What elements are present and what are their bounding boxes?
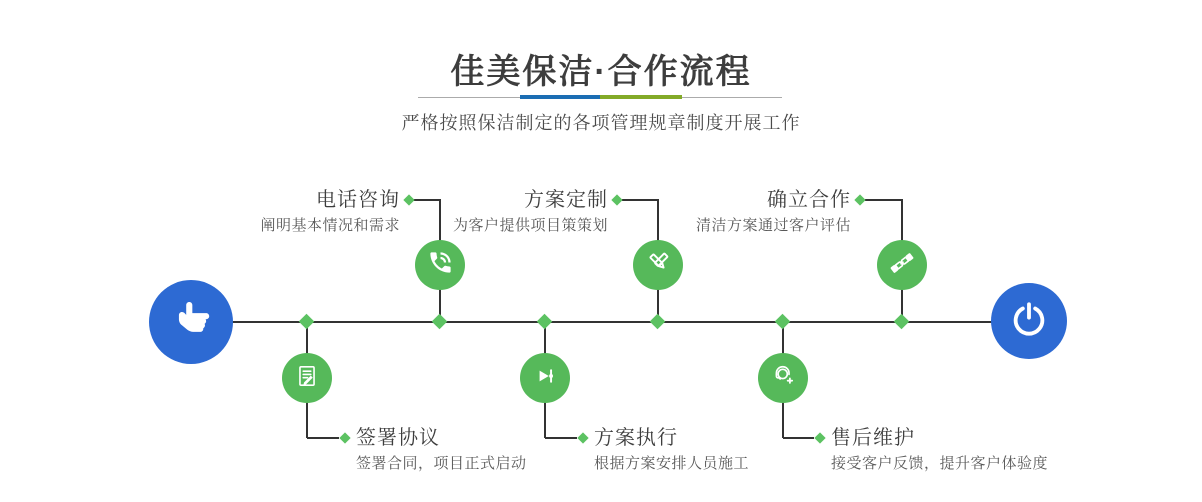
end-terminal — [991, 283, 1067, 359]
step-circle-5 — [520, 353, 570, 403]
timeline-node-diamond — [537, 314, 553, 330]
contract-icon — [294, 363, 320, 394]
step-label-5 — [594, 428, 854, 471]
pointing-hand-icon — [168, 297, 214, 348]
page-title: 佳美保洁·合作流程 — [450, 53, 752, 91]
step-description: 阐明基本情况和需求 — [260, 217, 400, 234]
step-label-3 — [591, 190, 851, 233]
headset-plus-icon — [770, 362, 797, 394]
timeline-node-diamond — [432, 314, 448, 330]
step-label-2 — [348, 190, 608, 233]
timeline-node-diamond — [299, 314, 315, 330]
page-subtitle: 严格按照保洁制定的各项管理规章制度开展工作 — [401, 113, 801, 133]
pencil-ruler-icon — [645, 249, 672, 281]
start-terminal — [149, 280, 233, 364]
label-elbow-3 — [865, 199, 903, 201]
timeline-node-diamond — [775, 314, 791, 330]
step-title: 确立合作 — [767, 189, 851, 211]
step-description: 根据方案安排人员施工 — [594, 455, 750, 472]
step-label-4 — [356, 428, 616, 471]
timeline-main-line — [228, 321, 994, 323]
step-circle-4 — [282, 353, 332, 403]
step-title: 签署协议 — [356, 427, 440, 449]
phone-icon — [427, 249, 454, 281]
play-progress-icon — [532, 363, 558, 394]
step-title: 方案定制 — [524, 189, 608, 211]
step-description: 清洁方案通过客户评估 — [695, 217, 851, 234]
label-diamond-3 — [854, 194, 865, 205]
step-title: 售后维护 — [831, 427, 915, 449]
step-label-6 — [831, 428, 1111, 471]
timeline-node-diamond — [894, 314, 910, 330]
step-circle-2 — [633, 240, 683, 290]
title-divider-blue-segment — [520, 95, 600, 99]
step-description: 签署合同，项目正式启动 — [356, 455, 527, 472]
handshake-icon — [888, 249, 916, 282]
label-elbow-4 — [307, 437, 339, 439]
timeline-node-diamond — [650, 314, 666, 330]
step-title: 方案执行 — [594, 427, 678, 449]
step-title: 电话咨询 — [316, 189, 400, 211]
step-circle-3 — [877, 240, 927, 290]
step-circle-1 — [415, 240, 465, 290]
power-icon — [1009, 299, 1049, 344]
step-circle-6 — [758, 353, 808, 403]
title-divider-green-segment — [600, 95, 682, 99]
step-description: 接受客户反馈，提升客户体验度 — [831, 455, 1049, 472]
label-diamond-4 — [339, 432, 350, 443]
step-description: 为客户提供项目策策划 — [452, 217, 608, 234]
